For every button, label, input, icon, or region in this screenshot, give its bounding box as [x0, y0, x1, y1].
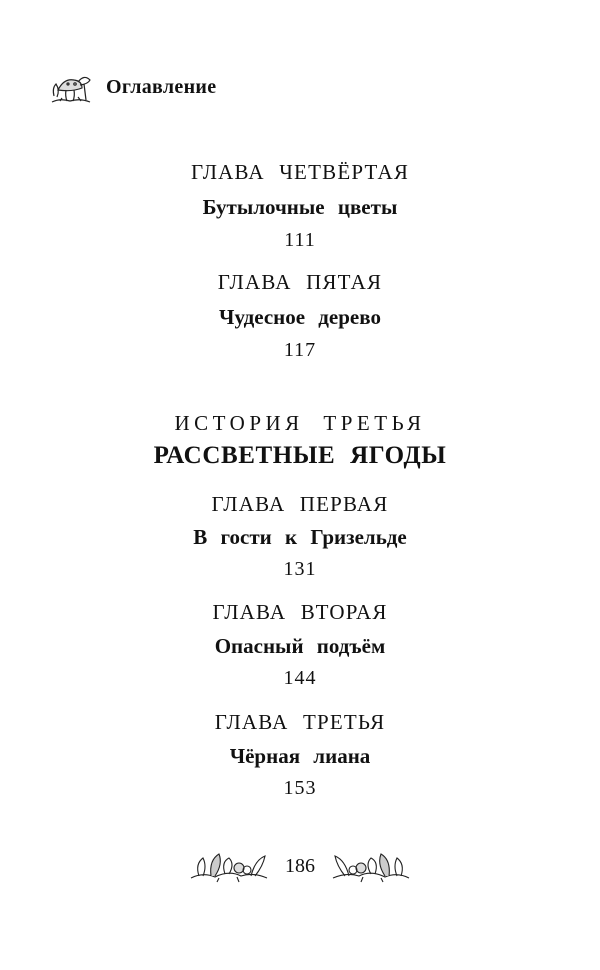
chapter-label: ГЛАВА ПЯТАЯ	[217, 270, 383, 294]
story-title[interactable]: РАССВЕТНЫЕ ЯГОДЫ	[153, 442, 447, 469]
chapter-label: ГЛАВА ТРЕТЬЯ	[214, 710, 386, 734]
leaf-ornament-icon	[331, 846, 411, 886]
chapter-title[interactable]: Чудесное дерево	[219, 305, 381, 329]
chapter-title[interactable]: Опасный подъём	[214, 634, 386, 658]
chapter-page-number[interactable]: 131	[283, 558, 317, 580]
toc-heading: Оглавление	[106, 75, 217, 98]
chapter-page-number[interactable]: 117	[283, 339, 317, 361]
chapter-label: ГЛАВА ЧЕТВЁРТАЯ	[190, 160, 410, 184]
chapter-label: ГЛАВА ВТОРАЯ	[212, 600, 388, 624]
chapter-page-number[interactable]: 111	[284, 229, 316, 251]
chapter-page-number[interactable]: 153	[283, 777, 317, 799]
page-number: 186	[285, 854, 315, 877]
chapter-page-number[interactable]: 144	[283, 667, 317, 689]
leaf-ornament-icon	[189, 846, 269, 886]
chapter-title[interactable]: В гости к Гризельде	[193, 525, 407, 549]
toc-header	[48, 68, 216, 106]
chapter-title[interactable]: Бутылочные цветы	[202, 195, 398, 219]
mushroom-vignette-icon	[48, 68, 94, 106]
page-footer	[0, 846, 600, 886]
chapter-label: ГЛАВА ПЕРВАЯ	[211, 492, 389, 516]
chapter-title[interactable]: Чёрная лиана	[229, 744, 371, 768]
story-label: ИСТОРИЯ ТРЕТЬЯ	[174, 411, 426, 435]
